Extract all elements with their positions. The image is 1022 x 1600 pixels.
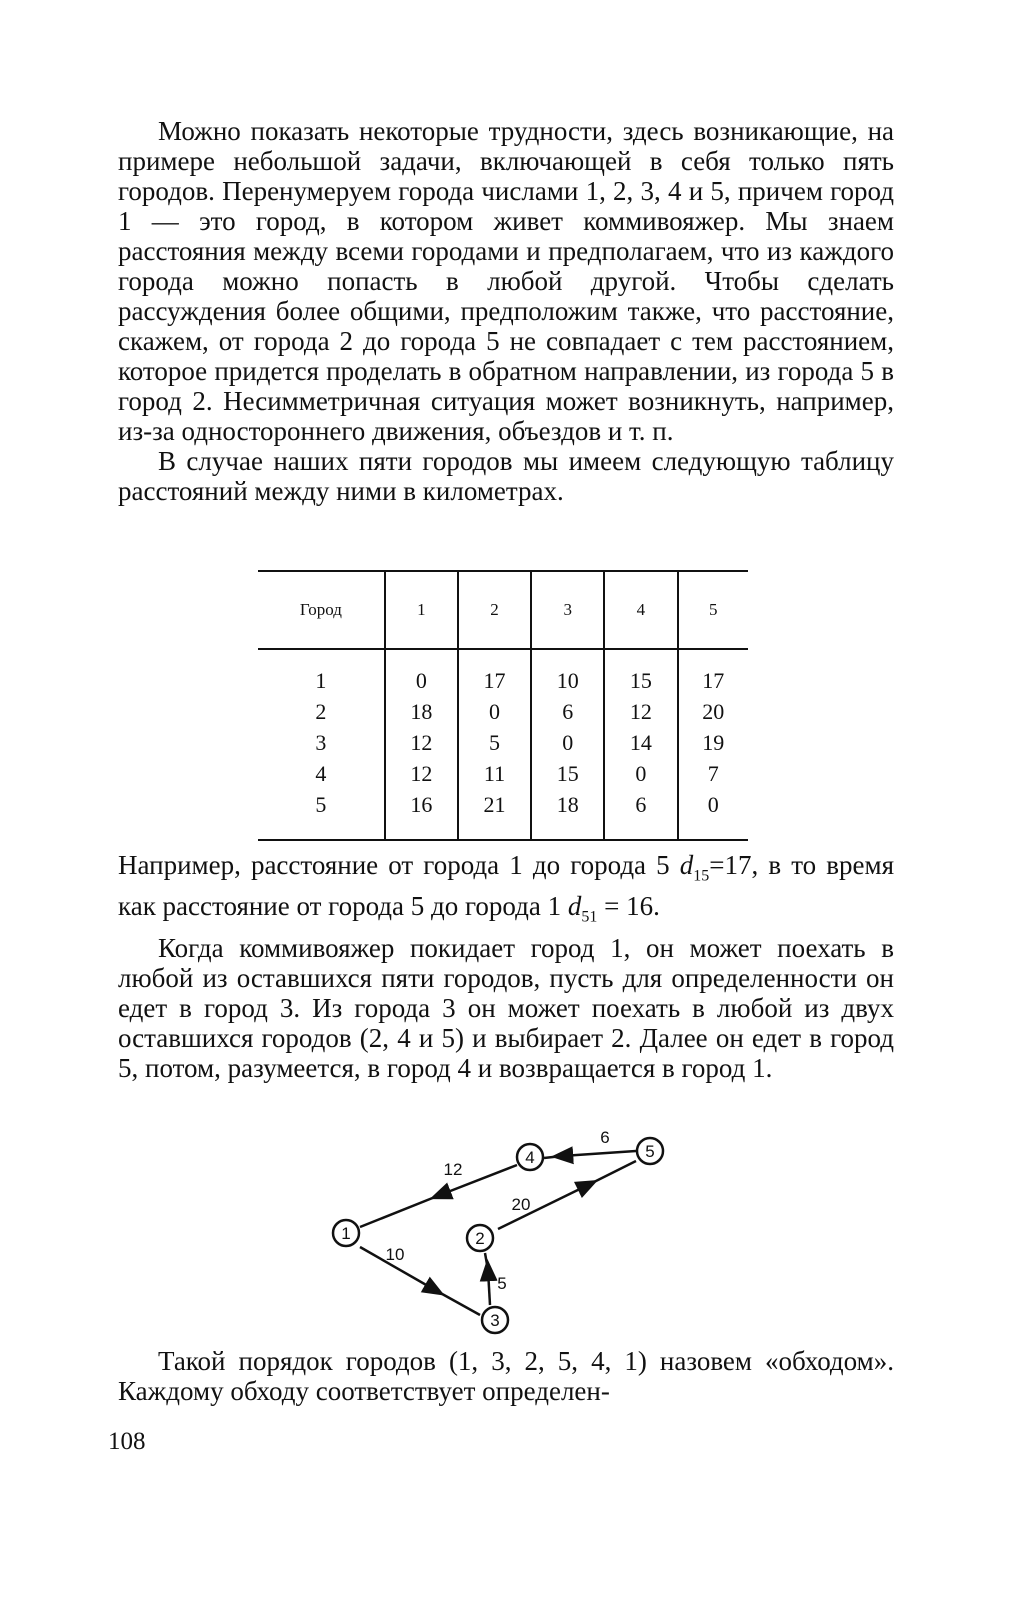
table-cell: 5 (258, 789, 385, 840)
node-label: 2 (475, 1229, 485, 1248)
edge-label: 20 (511, 1195, 531, 1214)
table-row (258, 758, 748, 789)
intro-section (118, 116, 894, 506)
page-number: 108 (108, 1428, 146, 1455)
table-cell: 4 (315, 760, 327, 786)
edge-4-1-rest (360, 1195, 440, 1227)
table-cell: 11 (458, 758, 531, 789)
edge-label: 5 (497, 1274, 507, 1293)
table-cell: 0 (458, 696, 531, 727)
node-label: 4 (525, 1148, 535, 1167)
table-cell: 2 (315, 698, 327, 724)
table-cell: 7 (678, 758, 748, 789)
edge-2-5-rest (588, 1161, 636, 1185)
header-cell: 1 (385, 571, 458, 649)
example-paragraph (118, 850, 894, 933)
header-cell: 2 (458, 571, 531, 649)
table-row (258, 727, 748, 758)
table-cell: 5 (458, 727, 531, 758)
table-cell: 10 (531, 649, 604, 696)
table-cell: 6 (604, 789, 677, 840)
header-cell: Город (258, 571, 385, 649)
example-text-2: =17, в то время как расстояние от города 5 до города 1 (118, 850, 894, 922)
table-row (258, 696, 748, 727)
table-cell: 12 (385, 727, 458, 758)
node-label: 5 (645, 1142, 655, 1161)
table-cell: 0 (604, 758, 677, 789)
edge-1-3-rest (435, 1290, 480, 1315)
header-cell: 3 (531, 571, 604, 649)
table-cell: 18 (385, 696, 458, 727)
node-label: 3 (490, 1311, 500, 1330)
table-cell: 3 (315, 729, 327, 755)
example-text-3: = 16. (597, 891, 660, 922)
edge-3-2 (488, 1270, 490, 1305)
table-header-row (258, 571, 748, 649)
table-cell: 6 (531, 696, 604, 727)
node-label: 1 (341, 1224, 351, 1243)
table-cell: 15 (604, 649, 677, 696)
subscript: 51 (581, 908, 598, 926)
edge-label: 10 (385, 1245, 405, 1264)
edge-3-2-rest (485, 1253, 488, 1270)
table-cell: 0 (678, 789, 748, 840)
distance-symbol: d (567, 891, 582, 922)
header-cell: 4 (604, 571, 677, 649)
example-text-1: Например, расстояние от города 1 до города 5 (118, 850, 680, 880)
edge-5-4 (562, 1151, 636, 1156)
distance-table (258, 570, 748, 841)
subscript: 15 (693, 867, 710, 885)
table-cell: 14 (604, 727, 677, 758)
table-row (258, 649, 748, 696)
edge-label: 12 (443, 1160, 463, 1179)
table-cell: 19 (678, 727, 748, 758)
intro-paragraph: Можно показать некоторые трудности, здесь возникающие, на примере небольшой задачи, включающей в себя только пять городов. Перенумеруем города числами 1, 2, 3, 4 и 5, причем город 1 — это город, в котором живет коммивояжер. Мы знаем расстояния между всеми городами и предполагаем, что из каждого города можно попасть в любой другой. Чтобы сделать рассуждения более общими, предположим также, что расстояние, скажем, от города 2 до города 5 не совпадает с тем расстоянием, которое придется проделать в обратном направлении, из города 5 в город 2. Несимметричная ситуация может возникнуть, например, из-за одностороннего движения, объездов и т. п. (118, 116, 894, 446)
table-cell: 16 (385, 789, 458, 840)
edge-label: 6 (600, 1128, 610, 1147)
table-cell: 1 (315, 667, 327, 693)
table-cell: 20 (678, 696, 748, 727)
route-paragraph: Когда коммивояжер покидает город 1, он может поехать в любой из оставшихся пяти городов, пусть для определенности он едет в город 3. Из города 3 он может поехать в любой из двух оставшихся городов (2, 4 и 5) и выбирает 2. Далее он едет в город 5, потом, разумеется, в город 4 и возвращается в город 1. (118, 932, 894, 1083)
table-cell: 12 (604, 696, 677, 727)
table-cell: 21 (458, 789, 531, 840)
table-row (258, 789, 748, 840)
example-section (118, 850, 894, 1083)
header-cell: 5 (678, 571, 748, 649)
table-cell: 0 (531, 727, 604, 758)
distance-symbol: d (679, 850, 694, 880)
table-cell: 17 (678, 649, 748, 696)
edge-5-4-rest (544, 1156, 562, 1158)
table-cell: 0 (385, 649, 458, 696)
table-cell: 15 (531, 758, 604, 789)
table-cell: 18 (531, 789, 604, 840)
closing-paragraph: Такой порядок городов (1, 3, 2, 5, 4, 1) назовем «обходом». Каждому обходу соответствует определен- (118, 1346, 894, 1406)
table-cell: 17 (458, 649, 531, 696)
route-diagram (320, 1125, 700, 1340)
table-intro-paragraph: В случае наших пяти городов мы имеем следующую таблицу расстояний между ними в километрах. (118, 446, 894, 506)
closing-section (118, 1346, 894, 1406)
table-cell: 12 (385, 758, 458, 789)
